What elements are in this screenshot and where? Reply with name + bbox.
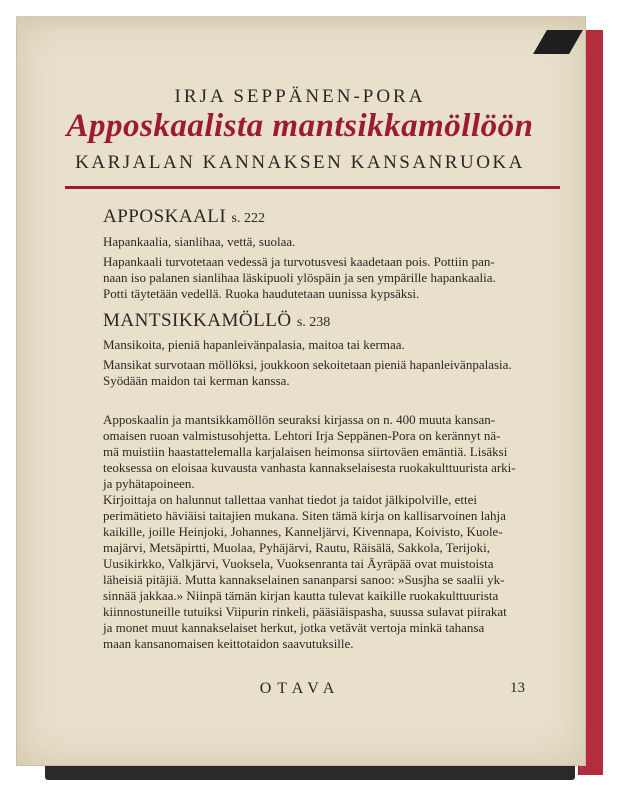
page-number: 13 [510, 680, 525, 696]
text-line: Syödään maidon tai kerman kanssa. [103, 373, 290, 388]
publisher-name: OTAVA [259, 680, 341, 697]
text-line: naan iso palanen sianlihaa läskipuoli ylöspäin ja sen ympärille hapankaalia. [103, 270, 496, 285]
recipe-ingredients: Mansikoita, pieniä hapanleivänpalasia, maitoa tai kermaa. [103, 337, 405, 352]
text-line: sinnää jakkaa.» Niinpä tämän kirjan kautta tulevat kaikille ruokakulttuurista [103, 588, 499, 603]
text-line: Hapankaali turvotetaan vedessä ja turvotusvesi kaadetaan pois. Pottiin pan- [103, 254, 495, 269]
text-line: maan kansanomaisen keittotaidon saavutuksille. [103, 636, 354, 651]
text-line: majärvi, Metsäpirtti, Muolaa, Pyhäjärvi, Rautu, Räisälä, Sakkola, Terijoki, [103, 540, 490, 555]
text-line: Potti täytetään vedellä. Ruoka haudutetaan uunissa kypsäksi. [103, 286, 420, 301]
recipe-ingredients: Hapankaalia, sianlihaa, vettä, suolaa. [103, 234, 296, 249]
text-line: Mansikat survotaan möllöksi, joukkoon sekoitetaan pieniä hapanleivänpalasia. [103, 357, 512, 372]
jacket-wear [16, 16, 584, 30]
recipe-name: MANTSIKKAMÖLLÖ [103, 310, 292, 331]
text-line: omaisen ruoan valmistusohjetta. Lehtori Irja Seppänen-Pora on kerännyt nä- [103, 428, 501, 443]
title-divider [65, 186, 560, 189]
book-title: Apposkaalista mantsikkamöllöön [66, 108, 534, 144]
book-description [103, 412, 558, 652]
recipe-method [103, 357, 558, 389]
recipe-page-ref: s. 238 [296, 315, 331, 330]
book-subtitle: KARJALAN KANNAKSEN KANSANRUOKA [75, 152, 525, 173]
text-line: kaikille, joille Heinjoki, Johannes, Kanneljärvi, Kivennapa, Koivisto, Kuole- [103, 524, 503, 539]
text-line: perimätieto häviäisi taitajien mukana. Siten tämä kirja on kallisarvoinen lahja [103, 508, 506, 523]
text-line: kiinnostuneille tutuiksi Viipurin rinkeli, pääsiäispasha, suussa sulavat piirakat [103, 604, 507, 619]
recipe-heading [103, 206, 265, 228]
text-line: Apposkaalin ja mantsikkamöllön seuraksi kirjassa on n. 400 muuta kansan- [103, 412, 496, 427]
text-line: Kirjoittaja on halunnut tallettaa vanhat tiedot ja taidot jälkipolville, ettei [103, 492, 478, 507]
text-line: teoksessa on eloisaa kuvausta vanhasta kannakselaisesta ruokakulttuurista arki- [103, 460, 516, 475]
text-line: ja monet muut kannakselaiset herkut, jotka vetävät vertoja minkä tahansa [103, 620, 485, 635]
text-line: läheisiä pitäjiä. Mutta kannakselainen sananparsi sanoo: »Susjha se saalii yk- [103, 572, 505, 587]
recipe-method [103, 254, 558, 302]
recipe-name: APPOSKAALI [103, 206, 227, 227]
text-line: Uusikirkko, Valkjärvi, Vuoksela, Vuoksenranta tai Äyräpää ovat muistoista [103, 556, 494, 571]
author-name: IRJA SEPPÄNEN-PORA [174, 86, 426, 107]
text-line: ja pyhätapoineen. [103, 476, 195, 491]
recipe-page-ref: s. 222 [231, 211, 265, 226]
text-line: mä muistiin haastattelemalla karjalaisen heimonsa siirtoväen emäntiä. Lisäksi [103, 444, 508, 459]
recipe-heading [103, 310, 330, 332]
